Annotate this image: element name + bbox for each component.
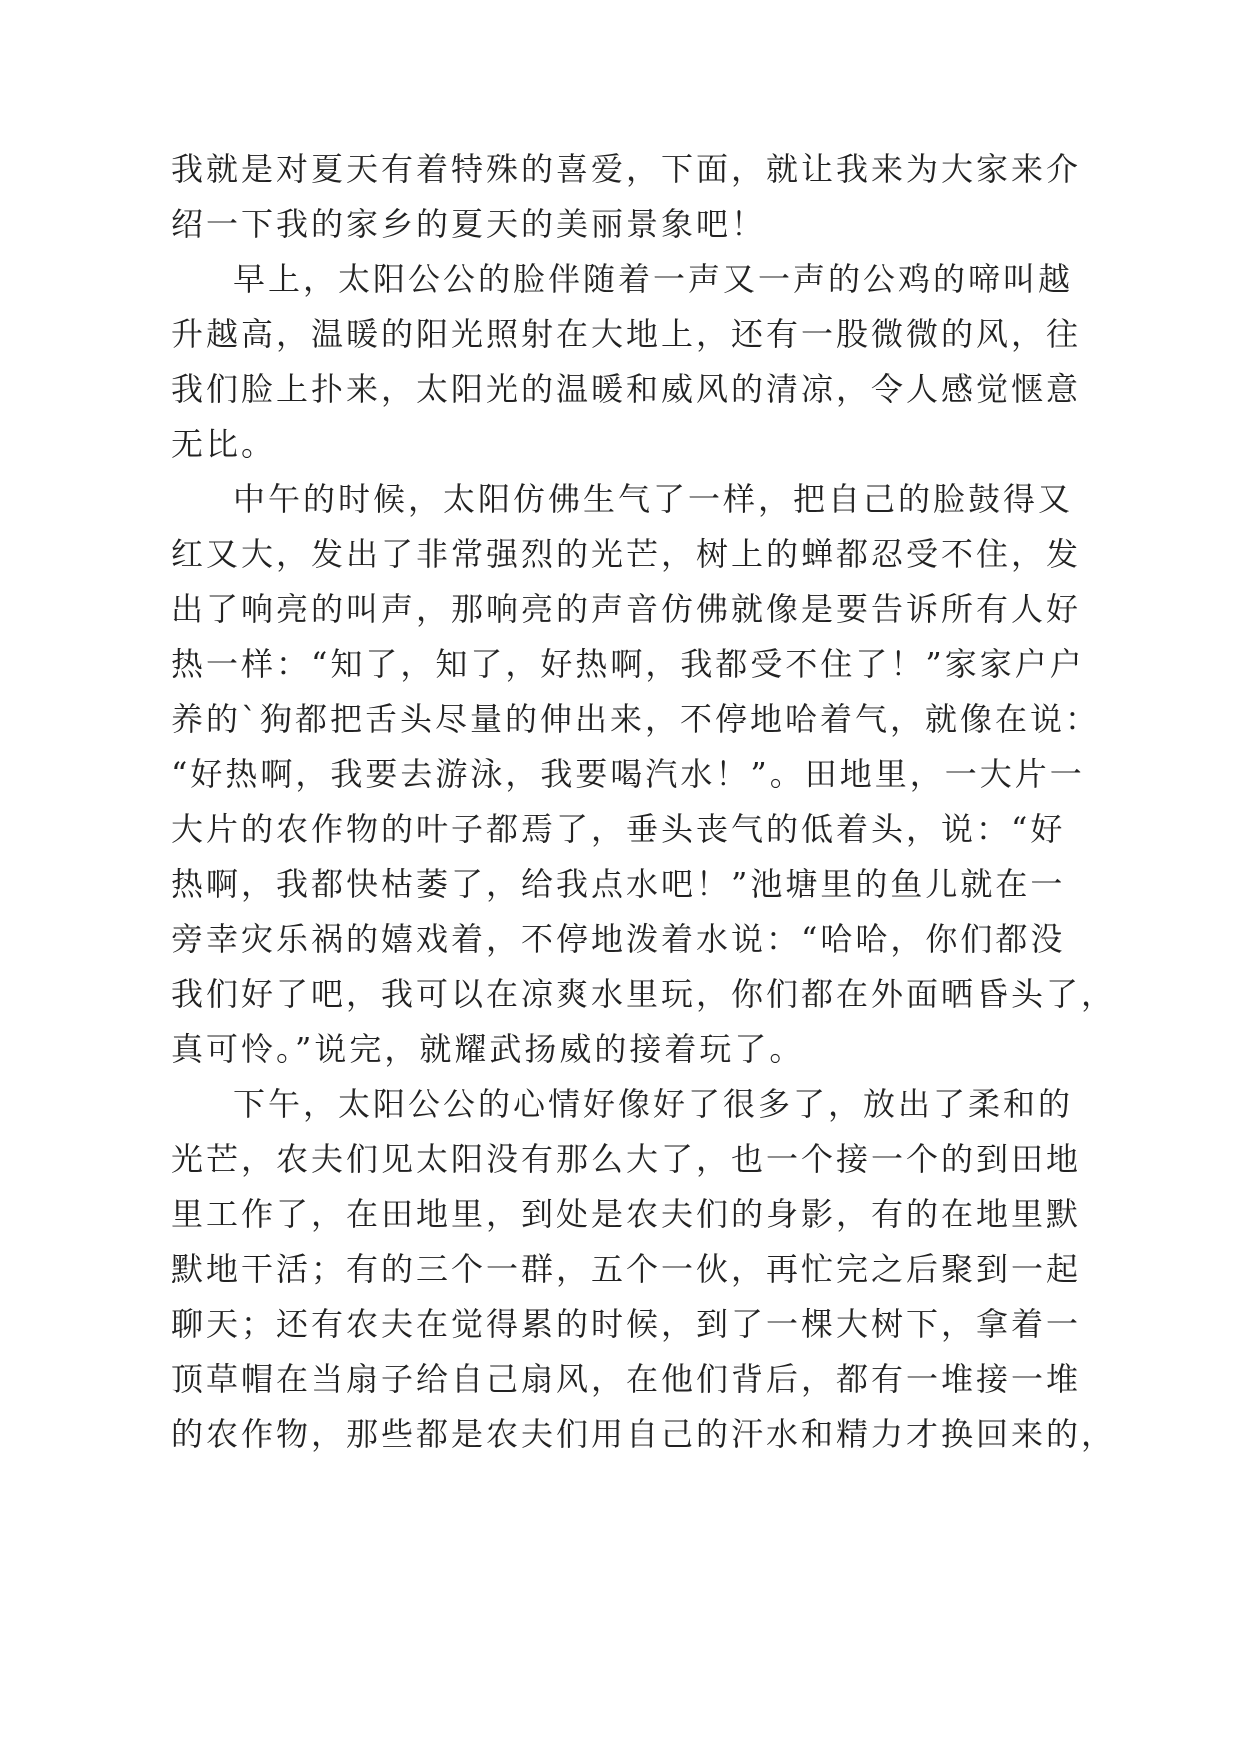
text-line: 默地干活；有的三个一群，五个一伙，再忙完之后聚到一起 — [171, 1250, 1082, 1288]
text-line: 绍一下我的家乡的夏天的美丽景象吧！ — [171, 205, 767, 243]
text-line: 里工作了，在田地里，到处是农夫们的身影，有的在地里默 — [171, 1195, 1082, 1233]
text-line: 养的`狗都把舌头尽量的伸出来，不停地哈着气，就像在说： — [171, 700, 1101, 738]
text-line: 红又大，发出了非常强烈的光芒，树上的蝉都忍受不住，发 — [171, 535, 1082, 573]
text-line: “好热啊，我要去游泳，我要喝汽水！”。田地里，一大片一 — [171, 755, 1085, 793]
text-line: 热啊，我都快枯萎了，给我点水吧！”池塘里的鱼儿就在一 — [171, 865, 1066, 903]
text-line: 早上，太阳公公的脸伴随着一声又一声的公鸡的啼叫越 — [233, 260, 1074, 298]
text-line: 下午，太阳公公的心情好像好了很多了，放出了柔和的 — [233, 1085, 1074, 1123]
text-line: 出了响亮的叫声，那响亮的声音仿佛就像是要告诉所有人好 — [171, 590, 1082, 628]
text-line: 我就是对夏天有着特殊的喜爱，下面，就让我来为大家来介 — [171, 150, 1082, 188]
text-line: 真可怜。”说完，就耀武扬威的接着玩了。 — [171, 1030, 805, 1068]
text-line: 大片的农作物的叶子都焉了，垂头丧气的低着头，说：“好 — [171, 810, 1066, 848]
text-line: 光芒，农夫们见太阳没有那么大了，也一个接一个的到田地 — [171, 1140, 1082, 1178]
text-line: 我们好了吧，我可以在凉爽水里玩，你们都在外面晒昏头了， — [171, 975, 1117, 1013]
text-line: 聊天；还有农夫在觉得累的时候，到了一棵大树下，拿着一 — [171, 1305, 1082, 1343]
text-line: 热一样：“知了，知了，好热啊，我都受不住了！”家家户户 — [171, 645, 1085, 683]
text-line: 顶草帽在当扇子给自己扇风，在他们背后，都有一堆接一堆 — [171, 1360, 1082, 1398]
text-line: 升越高，温暖的阳光照射在大地上，还有一股微微的风，往 — [171, 315, 1082, 353]
text-line: 中午的时候，太阳仿佛生气了一样，把自己的脸鼓得又 — [233, 480, 1074, 518]
text-line: 旁幸灾乐祸的嬉戏着，不停地泼着水说：“哈哈，你们都没 — [171, 920, 1066, 958]
text-line: 的农作物，那些都是农夫们用自己的汗水和精力才换回来的， — [171, 1415, 1117, 1453]
text-line: 无比。 — [171, 425, 277, 463]
text-line: 我们脸上扑来，太阳光的温暖和威风的清凉，令人感觉惬意 — [171, 370, 1082, 408]
